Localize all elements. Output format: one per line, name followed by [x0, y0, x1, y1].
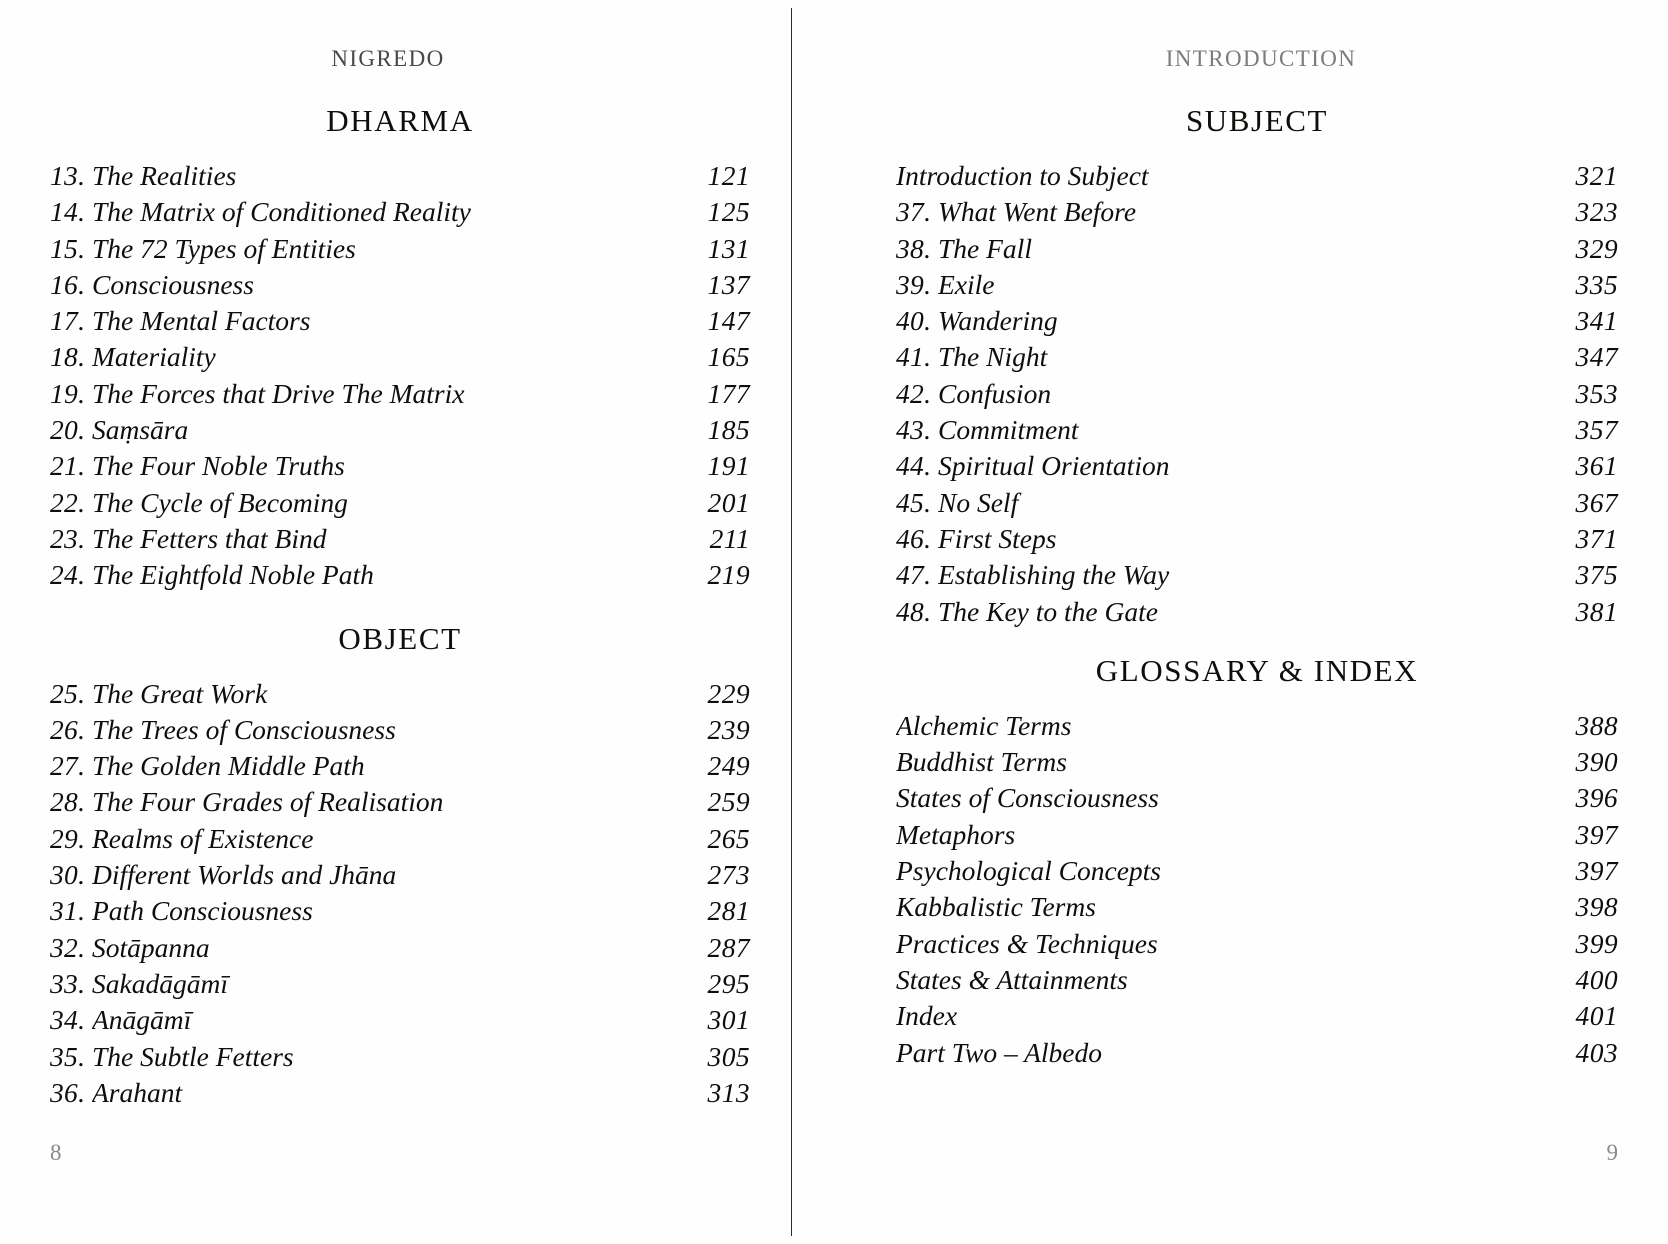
toc-entry-title: Different Worlds and Jhāna [92, 859, 397, 891]
toc-entry[interactable] [50, 821, 750, 857]
toc-entry-page-number: 323 [1575, 196, 1618, 228]
toc-entry-title: Materiality [92, 341, 216, 373]
toc-entry-page-number: 403 [1575, 1036, 1618, 1068]
toc-entry[interactable] [50, 231, 750, 267]
toc-entry-title: No Self [938, 486, 1019, 518]
toc-entry-page-number: 239 [707, 713, 750, 745]
toc-entry[interactable] [50, 448, 750, 484]
toc-entry[interactable] [50, 857, 750, 893]
toc-entry-number: 43. [896, 414, 932, 446]
toc-entry-title: The Fetters that Bind [92, 522, 327, 554]
toc-entry-page-number: 191 [707, 450, 750, 482]
toc-entry-page-number: 121 [707, 160, 750, 191]
toc-entry[interactable] [896, 780, 1618, 816]
toc-entry-number: 31. [50, 895, 86, 927]
toc-entry-page-number: 388 [1575, 709, 1618, 741]
toc-entry-page-number: 313 [707, 1076, 750, 1108]
toc-entry[interactable] [50, 485, 750, 521]
toc-entry-page-number: 131 [707, 232, 750, 264]
toc-entry[interactable] [896, 376, 1618, 412]
toc-entry[interactable] [896, 448, 1618, 484]
toc-entry-page-number: 265 [707, 822, 750, 854]
toc-entry-page-number: 353 [1575, 377, 1618, 409]
toc-entry-number: 37. [896, 196, 932, 228]
toc-entry-number: 16. [50, 268, 86, 300]
toc-entry-page-number: 357 [1575, 414, 1618, 446]
toc-entry-number: 13. [50, 160, 86, 191]
toc-entry-page-number: 335 [1575, 268, 1618, 300]
toc-entry-page-number: 375 [1575, 559, 1618, 591]
toc-entry-number: 45. [896, 486, 932, 518]
toc-entry-page-number: 397 [1575, 818, 1618, 850]
toc-entry-page-number: 137 [707, 268, 750, 300]
toc-entry-page-number: 281 [707, 895, 750, 927]
toc-entry[interactable] [896, 194, 1618, 230]
toc-entry[interactable] [50, 412, 750, 448]
toc-entry-title: Alchemic Terms [896, 709, 1072, 741]
toc-entry-page-number: 259 [707, 786, 750, 818]
toc-entry-title: The Key to the Gate [938, 595, 1158, 627]
toc-entry[interactable] [896, 594, 1618, 630]
toc-entry-page-number: 399 [1575, 927, 1618, 959]
toc-entry-title: The Forces that Drive The Matrix [92, 377, 465, 409]
section-title-dharma: DHARMA [326, 103, 474, 138]
toc-entry-number: 20. [50, 414, 86, 446]
toc-entry[interactable] [896, 485, 1618, 521]
toc-entry-number: 26. [50, 713, 86, 745]
toc-entry-number: 38. [896, 232, 932, 264]
toc-entry-page-number: 125 [707, 196, 750, 228]
toc-entry-page-number: 249 [707, 750, 750, 782]
toc-entry-number: 29. [50, 822, 86, 854]
toc-entry-title: Introduction to Subject [896, 160, 1149, 191]
toc-entry-page-number: 301 [707, 1004, 750, 1036]
toc-entry-title: Saṃsāra [92, 414, 189, 446]
toc-entry-title: The Subtle Fetters [92, 1040, 294, 1072]
toc-entry-number: 27. [50, 750, 86, 782]
toc-entry[interactable] [896, 962, 1618, 998]
toc-entry-number: 47. [896, 559, 932, 591]
toc-entry-title: Sotāpanna [92, 931, 210, 963]
toc-entry-page-number: 371 [1575, 522, 1618, 554]
toc-entry-title: The Golden Middle Path [92, 750, 365, 782]
toc-entry-page-number: 367 [1575, 486, 1618, 518]
toc-entry-number: 30. [50, 859, 86, 891]
toc-entry-page-number: 321 [1575, 160, 1618, 191]
toc-entry[interactable] [50, 784, 750, 820]
toc-entry-number: 42. [896, 377, 932, 409]
toc-entry-number: 22. [50, 486, 86, 518]
toc-list-glossary-index [896, 708, 1618, 1071]
running-head-right: INTRODUCTION [1165, 46, 1357, 71]
toc-entry[interactable] [896, 889, 1618, 925]
toc-entry-title: Part Two – Albedo [896, 1036, 1103, 1068]
toc-entry-page-number: 396 [1575, 782, 1618, 814]
toc-entry-number: 40. [896, 305, 932, 337]
toc-entry-title: The Great Work [92, 677, 268, 709]
toc-entry-title: States of Consciousness [896, 782, 1159, 814]
running-head-left: NIGREDO [331, 46, 445, 71]
toc-entry[interactable] [50, 1002, 750, 1038]
toc-entry[interactable] [50, 521, 750, 557]
toc-entry-title: Establishing the Way [938, 559, 1170, 591]
toc-entry-title: Wandering [938, 305, 1058, 337]
section-title-subject: SUBJECT [1185, 103, 1329, 138]
toc-entry-title: Sakadāgāmī [92, 967, 228, 999]
toc-entry-number: 32. [50, 931, 86, 963]
toc-entry[interactable] [896, 744, 1618, 780]
section-title-glossary-index: GLOSSARY & INDEX [1095, 652, 1419, 688]
toc-entry[interactable] [896, 231, 1618, 267]
toc-entry[interactable] [50, 267, 750, 303]
toc-entry-title: Path Consciousness [92, 895, 313, 927]
toc-entry[interactable] [896, 267, 1618, 303]
toc-entry-title: Index [896, 1000, 958, 1032]
toc-entry[interactable] [50, 712, 750, 748]
toc-entry-title: Exile [938, 268, 995, 300]
toc-entry-title: First Steps [938, 522, 1057, 554]
toc-entry-page-number: 305 [707, 1040, 750, 1072]
toc-entry-page-number: 398 [1575, 891, 1618, 923]
toc-entry-page-number: 177 [707, 377, 750, 409]
toc-entry-number: 23. [50, 522, 86, 554]
toc-entry[interactable] [896, 853, 1618, 889]
toc-entry-title: Spiritual Orientation [938, 450, 1170, 482]
toc-entry[interactable] [896, 521, 1618, 557]
toc-entry-number: 46. [896, 522, 932, 554]
toc-entry-number: 15. [50, 232, 86, 264]
toc-entry-title: The Night [938, 341, 1048, 373]
toc-entry[interactable] [50, 339, 750, 375]
toc-entry[interactable] [896, 926, 1618, 962]
right-page [834, 0, 1668, 1244]
toc-entry-title: The 72 Types of Entities [92, 232, 356, 264]
toc-entry[interactable] [50, 557, 750, 593]
toc-entry-page-number: 381 [1575, 595, 1618, 627]
toc-entry-title: Practices & Techniques [896, 927, 1158, 959]
toc-entry-page-number: 390 [1575, 746, 1618, 778]
toc-entry[interactable] [896, 158, 1618, 194]
toc-entry[interactable] [50, 1039, 750, 1075]
toc-entry-title: States & Attainments [896, 963, 1128, 995]
toc-entry-number: 24. [50, 559, 86, 591]
toc-entry[interactable] [50, 748, 750, 784]
toc-entry-title: Psychological Concepts [896, 855, 1162, 887]
toc-entry-number: 21. [50, 450, 86, 482]
toc-entry[interactable] [896, 998, 1618, 1034]
toc-entry-title: Metaphors [896, 818, 1016, 850]
toc-entry-number: 18. [50, 341, 86, 373]
toc-entry[interactable] [896, 303, 1618, 339]
toc-entry-page-number: 341 [1575, 305, 1618, 337]
toc-entry-number: 14. [50, 196, 86, 228]
toc-list-subject [896, 158, 1618, 630]
toc-entry[interactable] [50, 966, 750, 1002]
toc-entry-number: 36. [50, 1076, 86, 1108]
toc-entry[interactable] [50, 303, 750, 339]
toc-entry-number: 25. [50, 677, 86, 709]
toc-entry-number: 39. [896, 268, 932, 300]
toc-entry[interactable] [896, 339, 1618, 375]
toc-entry[interactable] [896, 1035, 1618, 1071]
toc-entry-title: Realms of Existence [92, 822, 314, 854]
toc-entry-page-number: 185 [707, 414, 750, 446]
toc-entry-title: Anāgāmī [92, 1004, 192, 1036]
toc-entry-number: 34. [50, 1004, 86, 1036]
toc-entry-page-number: 273 [707, 859, 750, 891]
toc-entry-number: 33. [50, 967, 86, 999]
toc-list-object [50, 676, 750, 1112]
toc-entry[interactable] [50, 194, 750, 230]
toc-entry-page-number: 229 [707, 677, 750, 709]
toc-entry-page-number: 401 [1575, 1000, 1618, 1032]
toc-entry-page-number: 329 [1575, 232, 1618, 264]
toc-entry-title: The Eightfold Noble Path [92, 559, 374, 591]
toc-entry-number: 17. [50, 305, 86, 337]
toc-entry-page-number: 147 [707, 305, 750, 337]
toc-entry[interactable] [50, 893, 750, 929]
toc-entry-number: 41. [896, 341, 932, 373]
toc-entry-title: The Matrix of Conditioned Reality [92, 196, 471, 228]
toc-entry-title: The Cycle of Becoming [92, 486, 348, 518]
toc-entry-number: 19. [50, 377, 86, 409]
toc-entry-title: Kabbalistic Terms [896, 891, 1096, 923]
toc-entry-page-number: 295 [707, 967, 750, 999]
toc-entry-title: Commitment [938, 414, 1079, 446]
toc-entry-page-number: 219 [707, 559, 750, 591]
toc-entry[interactable] [896, 708, 1618, 744]
toc-entry-page-number: 165 [707, 341, 750, 373]
toc-entry[interactable] [50, 930, 750, 966]
toc-entry-title: Buddhist Terms [896, 746, 1067, 778]
toc-entry[interactable] [50, 158, 750, 194]
toc-entry-number: 44. [896, 450, 932, 482]
toc-entry-title: Confusion [938, 377, 1052, 409]
toc-entry-title: The Realities [92, 160, 237, 191]
toc-entry[interactable] [50, 676, 750, 712]
toc-entry[interactable] [50, 376, 750, 412]
toc-entry-title: What Went Before [938, 196, 1137, 228]
toc-entry-page-number: 287 [707, 931, 750, 963]
toc-entry-title: The Fall [938, 232, 1032, 264]
toc-entry-title: The Mental Factors [92, 305, 311, 337]
toc-entry-page-number: 211 [709, 522, 750, 554]
toc-entry-title: The Trees of Consciousness [92, 713, 396, 745]
toc-entry-title: Arahant [92, 1076, 183, 1108]
folio-left: 8 [50, 1140, 62, 1165]
toc-entry-title: The Four Grades of Realisation [92, 786, 444, 818]
toc-entry-title: Consciousness [92, 268, 254, 300]
section-title-object: OBJECT [338, 620, 462, 656]
toc-entry-title: The Four Noble Truths [92, 450, 345, 482]
toc-entry-number: 48. [896, 595, 932, 627]
toc-entry[interactable] [896, 817, 1618, 853]
toc-entry-number: 35. [50, 1040, 86, 1072]
toc-list-dharma [50, 158, 750, 594]
toc-entry-page-number: 397 [1575, 855, 1618, 887]
folio-right: 9 [1606, 1140, 1618, 1165]
toc-entry[interactable] [896, 412, 1618, 448]
toc-entry-page-number: 347 [1575, 341, 1618, 373]
toc-entry-page-number: 400 [1575, 963, 1618, 995]
toc-entry[interactable] [896, 557, 1618, 593]
toc-entry-number: 28. [50, 786, 86, 818]
toc-entry-page-number: 201 [707, 486, 750, 518]
toc-entry[interactable] [50, 1075, 750, 1111]
toc-entry-page-number: 361 [1575, 450, 1618, 482]
